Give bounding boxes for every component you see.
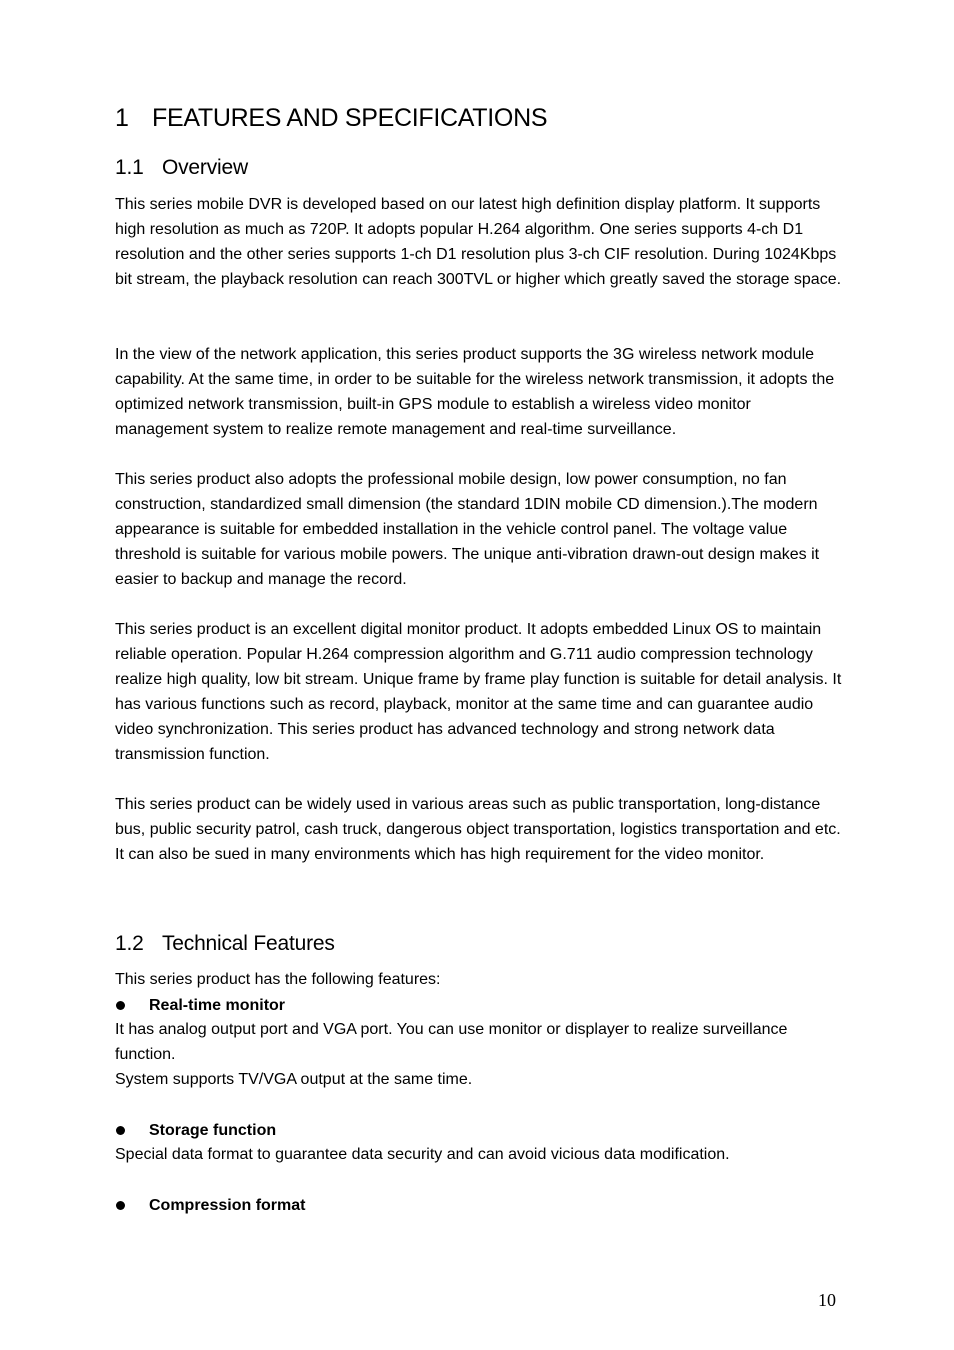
bullet-icon bbox=[116, 1201, 125, 1210]
feature-label: Real-time monitor bbox=[149, 997, 286, 1014]
features-intro: This series product has the following features: bbox=[115, 971, 441, 988]
feature-description: It has analog output port and VGA port. You can use monitor or displayer to realize surveillance function. bbox=[115, 1021, 788, 1063]
chapter-title: FEATURES AND SPECIFICATIONS bbox=[152, 104, 548, 132]
feature-label: Storage function bbox=[149, 1122, 277, 1139]
overview-paragraph: In the view of the network application, this series product supports the 3G wireless network module capability. At the same time, in order to be suitable for the wireless network transmission, it adopts the optimized network transmission, built-in GPS module to establish a wireless video monitor management system to realize remote management and real-time surveillance. bbox=[115, 346, 835, 438]
feature-description: System supports TV/VGA output at the same time. bbox=[115, 1071, 473, 1088]
section-heading-overview bbox=[115, 154, 248, 182]
bullet-icon bbox=[116, 1001, 125, 1010]
section-number: 1.2 bbox=[115, 932, 144, 955]
section-heading-technical-features bbox=[115, 930, 335, 958]
section-title: Technical Features bbox=[162, 932, 335, 955]
overview-paragraph: This series product can be widely used in various areas such as public transportation, long-distance bus, public security patrol, cash truck, dangerous object transportation, logistics transportation and etc. It can also be sued in many environments which has high requirement for the video monitor. bbox=[115, 796, 841, 863]
section-number: 1.1 bbox=[115, 156, 144, 179]
bullet-icon bbox=[116, 1126, 125, 1135]
feature-label: Compression format bbox=[149, 1197, 306, 1214]
feature-description: Special data format to guarantee data security and can avoid vicious data modification. bbox=[115, 1146, 730, 1163]
chapter-heading bbox=[115, 101, 547, 135]
overview-paragraph: This series product also adopts the professional mobile design, low power consumption, no fan construction, standardized small dimension (the standard 1DIN mobile CD dimension.).The modern appearance is suitable for embedded installation in the vehicle control panel. The voltage value threshold is suitable for various mobile powers. The unique anti-vibration drawn-out design makes it easier to backup and manage the record. bbox=[115, 471, 820, 588]
chapter-number: 1 bbox=[115, 104, 129, 132]
overview-paragraph: This series mobile DVR is developed based on our latest high definition display platform. It supports high resolution as much as 720P. It adopts popular H.264 algorithm. One series supports 4-ch D1 resolution and the other series supports 1-ch D1 resolution plus 3-ch CIF resolution. During 1024Kbps bit stream, the playback resolution can reach 300TVL or higher which greatly saved the storage space. bbox=[115, 196, 842, 288]
section-title: Overview bbox=[162, 156, 248, 179]
overview-paragraph: This series product is an excellent digital monitor product. It adopts embedded Linux OS to maintain reliable operation. Popular H.264 compression algorithm and G.711 audio compression technology realize high quality, low bit stream. Unique frame by frame play function is suitable for detail analysis. It has various functions such as record, playback, monitor at the same time and can guarantee audio video synchronization. This series product has advanced technology and strong network data transmission function. bbox=[115, 621, 842, 763]
page-number: 10 bbox=[818, 1290, 836, 1310]
